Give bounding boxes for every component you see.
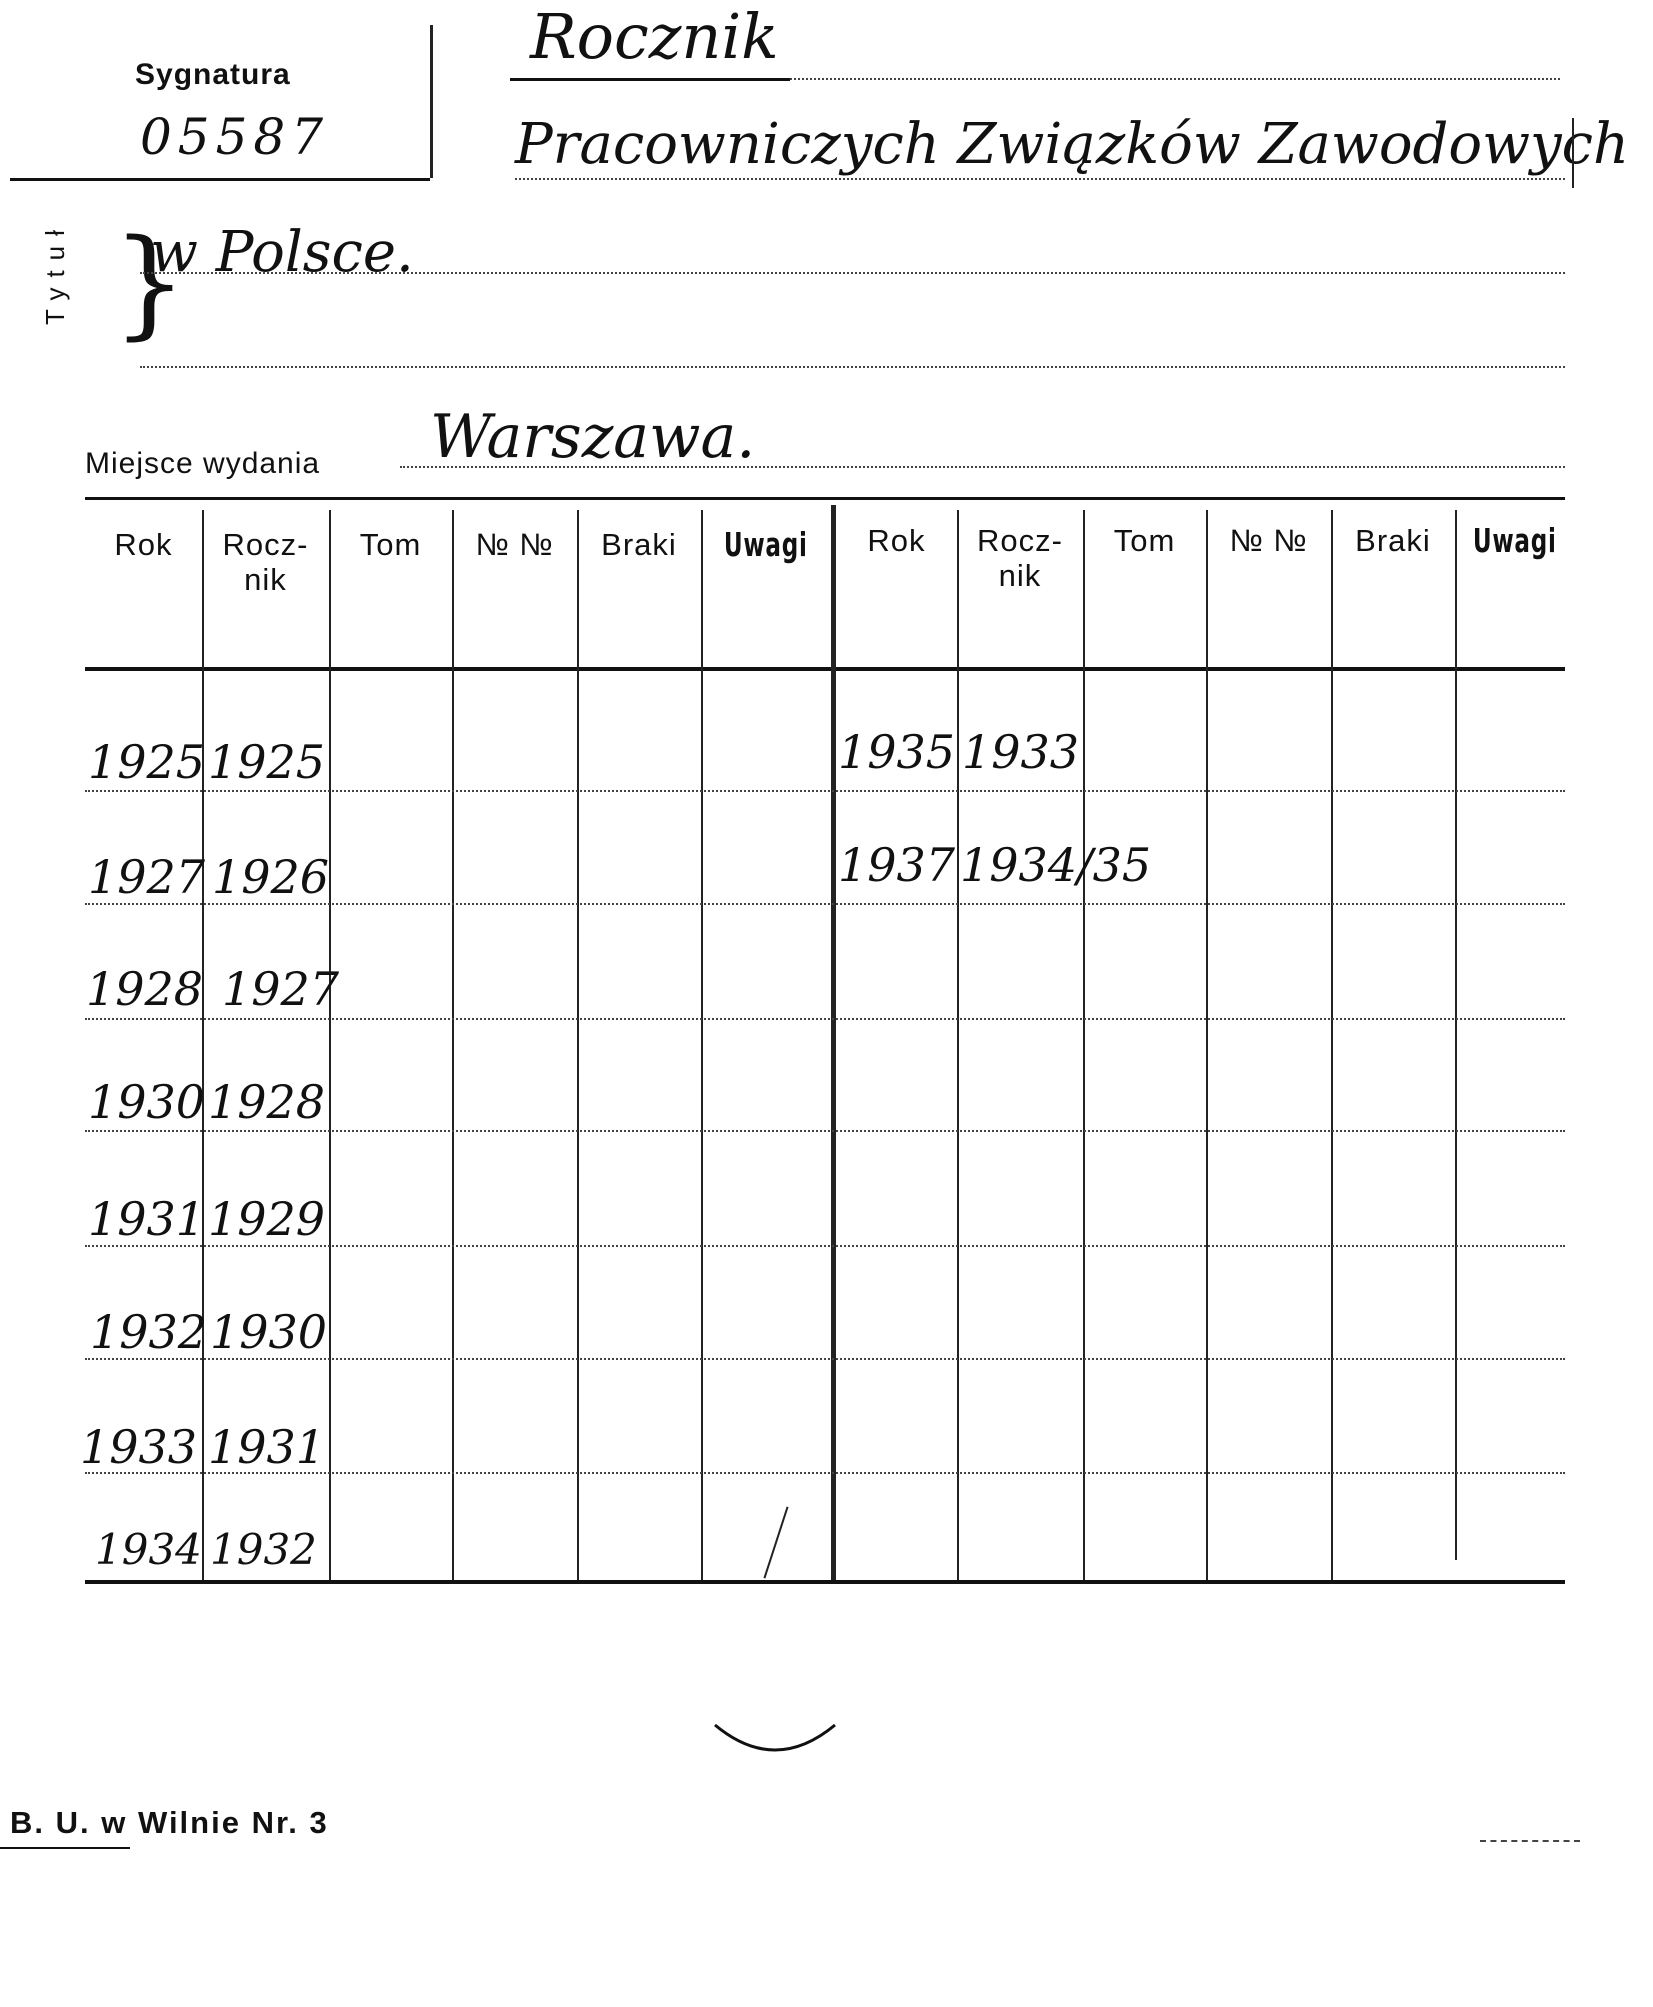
title-line-3-dots <box>140 272 1565 274</box>
left-row-7-rocznik: 1931 <box>208 1420 326 1474</box>
left-row-6-rok: 1932 <box>90 1305 208 1359</box>
footer-text: B. U. w Wilnie Nr. 3 <box>10 1805 329 1840</box>
left-row-5-rocznik: 1929 <box>208 1192 326 1246</box>
col-sep <box>452 510 454 1580</box>
place-value: Warszawa. <box>430 402 756 472</box>
left-row-4-rocznik: 1928 <box>208 1075 326 1129</box>
header-numery-left: № № <box>475 527 554 562</box>
title-right-mark <box>1572 118 1574 188</box>
header-uwagi-right-wrap <box>1455 523 1565 559</box>
header-uwagi-left-wrap <box>701 527 831 563</box>
header-braki-right: Braki <box>1355 523 1431 558</box>
header-uwagi-left: Uwagi <box>724 525 808 564</box>
col-sep <box>1206 510 1208 1580</box>
header-tom-left: Tom <box>359 527 422 562</box>
left-row-2-rocznik: 1926 <box>212 850 330 904</box>
title-line-2: Pracowniczych Związków Zawodowych <box>515 112 1630 177</box>
right-row-1-rok: 1935 <box>838 725 956 779</box>
table-top-rule <box>85 497 1565 500</box>
table-bottom-rule <box>85 1580 1565 1584</box>
title-line-1: Rocznik <box>530 0 779 73</box>
left-row-7-rok: 1933 <box>80 1420 198 1474</box>
header-numery-right: № № <box>1229 523 1308 558</box>
left-row-8-rocznik: 1932 <box>210 1525 317 1574</box>
col-sep-center <box>831 505 836 1580</box>
right-row-2-rocznik: 1934/35 <box>960 838 1152 892</box>
col-sep <box>577 510 579 1580</box>
tytul-brace: } <box>112 213 188 351</box>
left-row-5-rok: 1931 <box>88 1192 206 1246</box>
col-sep <box>701 510 703 1580</box>
left-row-3-rok: 1928 <box>86 962 204 1016</box>
row-line <box>85 1130 1565 1132</box>
place-label: Miejsce wydania <box>85 447 321 480</box>
left-row-6-rocznik: 1930 <box>210 1305 328 1359</box>
header-uwagi-right: Uwagi <box>1472 521 1557 560</box>
col-sep <box>202 510 204 1580</box>
header-tom-right: Tom <box>1113 523 1176 558</box>
sygnatura-box-right <box>430 25 433 178</box>
header-rok-right: Rok <box>867 523 926 558</box>
tytul-label: Tytuł <box>40 220 70 325</box>
title-line-4-dots <box>140 366 1565 368</box>
right-row-2-rok: 1937 <box>838 838 956 892</box>
left-row-3-rocznik: 1927 <box>222 962 340 1016</box>
title-line-3: w Polsce. <box>150 220 414 285</box>
left-row-1-rok: 1925 <box>88 735 206 789</box>
header-rocznik-right: Rocz- nik <box>977 523 1063 593</box>
col-sep <box>1331 510 1333 1580</box>
sygnatura-box-bottom <box>10 178 430 181</box>
table-header-rule <box>85 667 1565 671</box>
left-row-4-rok: 1930 <box>88 1075 206 1129</box>
footer-underline <box>0 1847 130 1849</box>
sygnatura-value: 05587 <box>140 108 330 166</box>
title-line-1-dots <box>790 78 1560 80</box>
left-row-8-rok: 1934 <box>95 1525 202 1574</box>
title-line-1-underline <box>510 78 790 81</box>
left-row-1-rocznik: 1925 <box>208 735 326 789</box>
footer-right-dash <box>1480 1840 1580 1842</box>
col-sep <box>957 510 959 1580</box>
row-line <box>85 790 1565 792</box>
row-line <box>85 1018 1565 1020</box>
title-line-2-dots <box>515 178 1565 180</box>
header-braki-left: Braki <box>601 527 677 562</box>
col-sep <box>1083 510 1085 1580</box>
header-rocznik-left: Rocz- nik <box>222 527 309 597</box>
col-sep <box>329 510 331 1580</box>
scan-arc <box>710 1720 840 1760</box>
pen-tick <box>763 1507 788 1579</box>
sygnatura-label: Sygnatura <box>135 58 291 91</box>
place-dots <box>400 466 1565 468</box>
right-row-1-rocznik: 1933 <box>962 725 1080 779</box>
header-rok-left: Rok <box>114 527 173 562</box>
col-sep <box>1455 510 1457 1560</box>
left-row-2-rok: 1927 <box>88 850 206 904</box>
